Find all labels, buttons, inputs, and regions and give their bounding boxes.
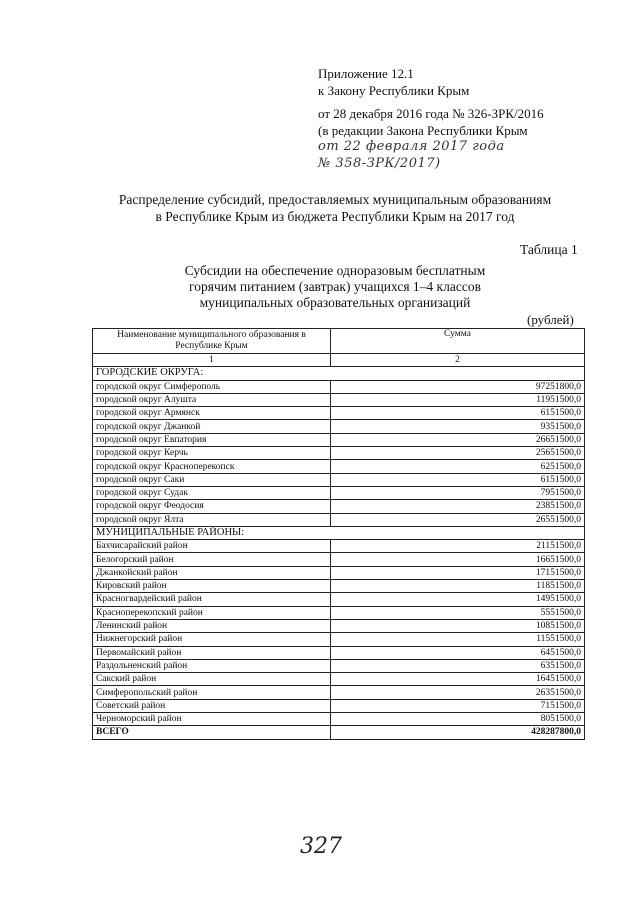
municipality-name: Белогорский район — [93, 553, 331, 566]
header-line-revision: (в редакции Закона Республики Крым — [318, 123, 528, 138]
table-row — [93, 500, 585, 513]
section-row-city-districts — [93, 367, 585, 380]
municipality-name: городской округ Джанкой — [93, 420, 331, 433]
units-label: (рублей) — [527, 312, 574, 327]
subsidy-amount: 26651500,0 — [331, 433, 585, 446]
header-line-appendix: Приложение 12.1 — [318, 66, 414, 81]
table-row — [93, 713, 585, 726]
subsidy-amount: 23851500,0 — [331, 500, 585, 513]
table-row — [93, 646, 585, 659]
table-row — [93, 407, 585, 420]
table-row — [93, 633, 585, 646]
document-title-line2: в Республике Крым из бюджета Республики Крым на 2017 год — [155, 209, 515, 224]
subsidy-amount: 14951500,0 — [331, 593, 585, 606]
municipality-name: Нижнегорский район — [93, 633, 331, 646]
section-row-municipal-districts — [93, 526, 585, 539]
table-row — [93, 593, 585, 606]
subsidy-amount: 6151500,0 — [331, 407, 585, 420]
subsidy-amount: 8051500,0 — [331, 713, 585, 726]
subsidy-amount: 26551500,0 — [331, 513, 585, 526]
municipality-name: городской округ Ялта — [93, 513, 331, 526]
header-line-date: от 28 декабря 2016 года № 326-ЗРК/2016 — [318, 106, 544, 121]
column-index-2: 2 — [331, 354, 585, 367]
table-row — [93, 659, 585, 672]
table-row — [93, 619, 585, 632]
subsidy-amount: 6451500,0 — [331, 646, 585, 659]
subsidy-amount: 6351500,0 — [331, 659, 585, 672]
column-index-1: 1 — [93, 354, 331, 367]
section-label: МУНИЦИПАЛЬНЫЕ РАЙОНЫ: — [93, 526, 585, 539]
subsidy-amount: 11551500,0 — [331, 633, 585, 646]
handwritten-note-number: № 358-ЗРК/2017) — [318, 156, 441, 171]
subsidy-amount: 6151500,0 — [331, 473, 585, 486]
subsidy-amount: 26351500,0 — [331, 686, 585, 699]
municipality-name: городской округ Евпатория — [93, 433, 331, 446]
table-row — [93, 566, 585, 579]
table-row — [93, 447, 585, 460]
subsidy-amount: 17151500,0 — [331, 566, 585, 579]
total-amount: 428287800,0 — [331, 726, 585, 739]
municipality-name: Кировский район — [93, 580, 331, 593]
municipality-name: Ленинский район — [93, 619, 331, 632]
subsidy-amount: 7951500,0 — [331, 486, 585, 499]
municipality-name: Советский район — [93, 699, 331, 712]
table-index-row — [93, 354, 585, 367]
table-row — [93, 580, 585, 593]
subsidy-amount: 7151500,0 — [331, 699, 585, 712]
municipality-name: городской округ Армянск — [93, 407, 331, 420]
municipality-name: городской округ Симферополь — [93, 380, 331, 393]
municipality-name: Сакский район — [93, 673, 331, 686]
table-row — [93, 699, 585, 712]
subsidy-amount: 11951500,0 — [331, 393, 585, 406]
subsidy-amount: 10851500,0 — [331, 619, 585, 632]
table-row — [93, 540, 585, 553]
subsidy-amount: 16651500,0 — [331, 553, 585, 566]
table-row — [93, 460, 585, 473]
municipality-name: Первомайский район — [93, 646, 331, 659]
municipality-name: Красноперекопский район — [93, 606, 331, 619]
municipality-name: Черноморский район — [93, 713, 331, 726]
table-subtitle-line2: горячим питанием (завтрак) учащихся 1–4 классов — [189, 279, 481, 294]
total-label: ВСЕГО — [93, 726, 331, 739]
column-header-sum: Сумма — [331, 329, 585, 354]
table-row — [93, 380, 585, 393]
subsidy-amount: 21151500,0 — [331, 540, 585, 553]
municipality-name: городской округ Керчь — [93, 447, 331, 460]
subsidy-amount: 11851500,0 — [331, 580, 585, 593]
municipality-name: городской округ Феодосия — [93, 500, 331, 513]
municipality-name: Джанкойский район — [93, 566, 331, 579]
table-row — [93, 486, 585, 499]
table-row — [93, 673, 585, 686]
subsidy-amount: 97251800,0 — [331, 380, 585, 393]
table-row — [93, 433, 585, 446]
municipality-name: Раздольненский район — [93, 659, 331, 672]
municipality-name: городской округ Алушта — [93, 393, 331, 406]
table-label: Таблица 1 — [520, 242, 578, 257]
total-row — [93, 726, 585, 739]
table-row — [93, 420, 585, 433]
handwritten-note-date: от 22 февраля 2017 года — [318, 139, 505, 154]
table-row — [93, 606, 585, 619]
table-header-row — [93, 329, 585, 354]
table-row — [93, 553, 585, 566]
municipality-name: городской округ Саки — [93, 473, 331, 486]
table-row — [93, 393, 585, 406]
subsidy-table — [92, 328, 585, 740]
municipality-name: Бахчисарайский район — [93, 540, 331, 553]
table-row — [93, 513, 585, 526]
municipality-name: городской округ Судак — [93, 486, 331, 499]
municipality-name: Красногвардейский район — [93, 593, 331, 606]
table-subtitle-line3: муниципальных образовательных организаций — [199, 295, 471, 310]
subsidy-amount: 25651500,0 — [331, 447, 585, 460]
municipality-name: городской округ Красноперекопск — [93, 460, 331, 473]
section-label: ГОРОДСКИЕ ОКРУГА: — [93, 367, 585, 380]
document-title-line1: Распределение субсидий, предоставляемых муниципальным образованиям — [118, 192, 552, 207]
municipality-name: Симферопольский район — [93, 686, 331, 699]
subsidy-amount: 6251500,0 — [331, 460, 585, 473]
table-row — [93, 473, 585, 486]
table-row — [93, 686, 585, 699]
subsidy-amount: 9351500,0 — [331, 420, 585, 433]
page-number: 327 — [300, 834, 342, 859]
subsidy-amount: 5551500,0 — [331, 606, 585, 619]
subsidy-amount: 16451500,0 — [331, 673, 585, 686]
header-line-law: к Закону Республики Крым — [318, 83, 470, 98]
table-subtitle-line1: Субсидии на обеспечение одноразовым бесплатным — [184, 263, 486, 278]
column-header-name: Наименование муниципального образования в Республике Крым — [93, 329, 331, 354]
